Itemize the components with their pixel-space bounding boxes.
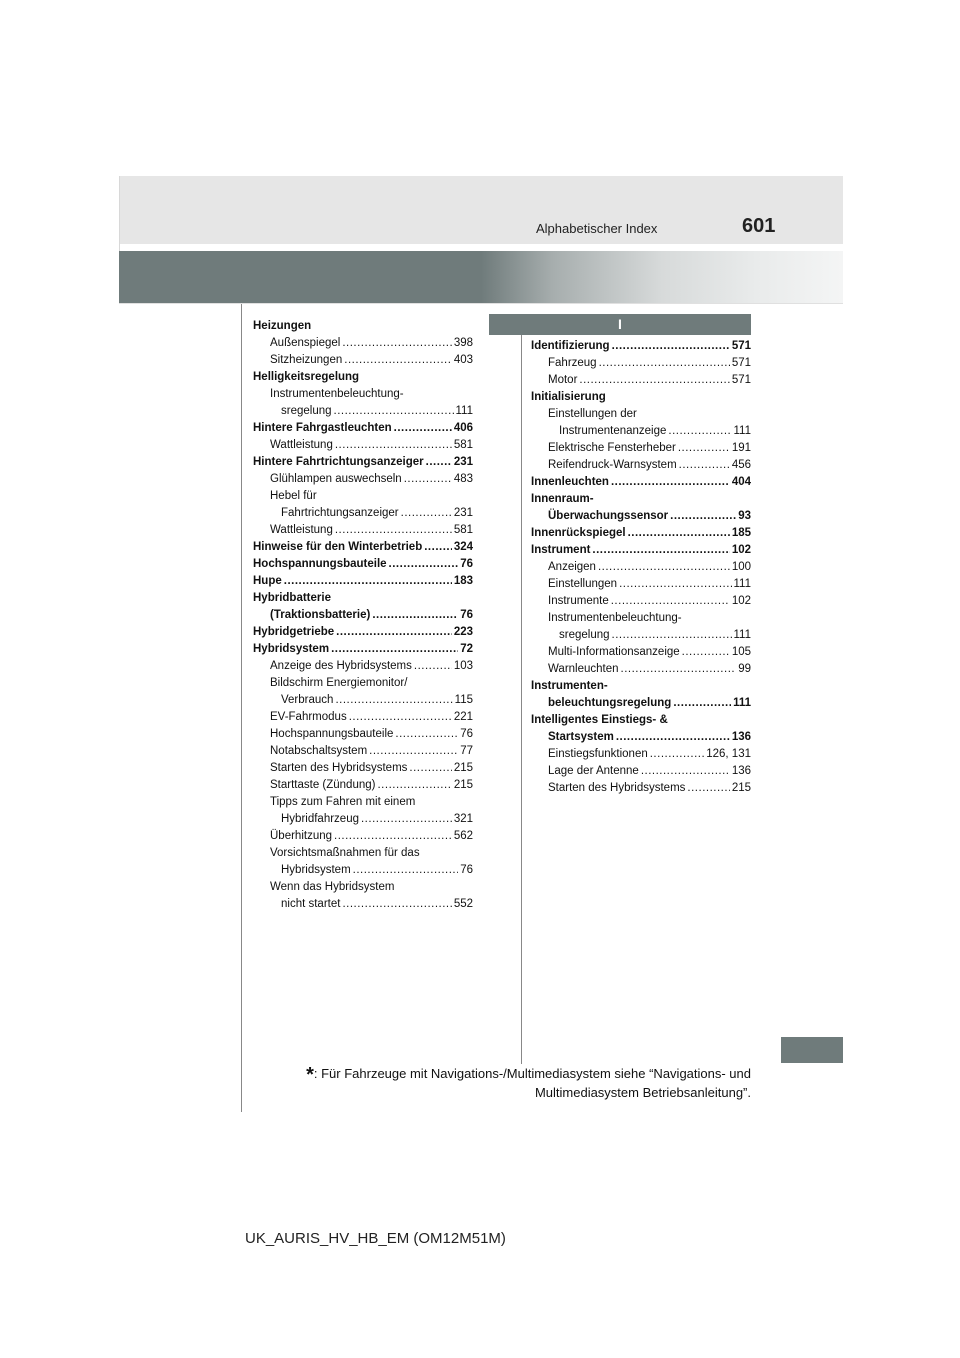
index-entry-page[interactable]: 581 xyxy=(453,439,473,451)
index-entry-term: Notabschaltsystem xyxy=(270,745,368,757)
index-entry xyxy=(253,454,473,471)
header-bar xyxy=(119,176,843,244)
index-entry-page[interactable]: 215 xyxy=(453,779,473,791)
index-entry-term: sregelung xyxy=(559,629,610,641)
index-entry-leader xyxy=(353,862,459,879)
index-entry xyxy=(531,338,751,355)
index-entry xyxy=(253,692,473,709)
index-entry-term: Starttaste (Zündung) xyxy=(270,779,376,791)
index-entry xyxy=(253,624,473,641)
index-entry xyxy=(531,406,751,423)
index-entry-leader xyxy=(336,624,452,641)
footnote xyxy=(281,1065,751,1102)
index-entry-page[interactable]: 111 xyxy=(733,425,751,437)
index-entry-term: Einstiegsfunktionen xyxy=(548,748,648,760)
index-entry-term: Innenraum- xyxy=(531,493,594,505)
index-entry xyxy=(253,845,473,862)
index-entry-term: Anzeige des Hybridsystems xyxy=(270,660,412,672)
index-entry-leader xyxy=(621,661,737,678)
index-entry-term: Starten des Hybridsystems xyxy=(548,782,686,794)
index-entry-page[interactable]: 76 xyxy=(460,558,473,570)
index-entry-term: Intelligentes Einstiegs- & xyxy=(531,714,668,726)
index-entry-term: Außenspiegel xyxy=(270,337,341,349)
index-entry-term: Fahrzeug xyxy=(548,357,597,369)
index-entry-term: Instrumenten- xyxy=(531,680,608,692)
index-entry-page[interactable]: 231 xyxy=(453,456,473,468)
index-entry-page[interactable]: 571 xyxy=(731,357,751,369)
index-entry xyxy=(253,505,473,522)
index-entry xyxy=(253,386,473,403)
index-entry-page[interactable]: 136 xyxy=(731,765,751,777)
index-entry-term: Sitzheizungen xyxy=(270,354,343,366)
side-thumb-tab xyxy=(781,1037,843,1063)
index-entry-page[interactable]: 324 xyxy=(453,541,473,553)
index-entry-term: Instrumentenbeleuchtung- xyxy=(548,612,682,624)
index-entry xyxy=(253,794,473,811)
index-entry-page[interactable]: 406 xyxy=(453,422,473,434)
index-entry-leader xyxy=(641,763,730,780)
index-entry-term: Anzeigen xyxy=(548,561,596,573)
index-entry-term: Elektrische Fensterheber xyxy=(548,442,676,454)
index-entry xyxy=(253,709,473,726)
index-entry-leader xyxy=(331,641,458,658)
index-entry-term: Glühlampen auswechseln xyxy=(270,473,402,485)
index-entry-page[interactable]: 321 xyxy=(453,813,473,825)
header-gradient-band xyxy=(119,251,843,303)
index-entry xyxy=(253,522,473,539)
index-entry-term: Startsystem xyxy=(548,731,614,743)
index-entry xyxy=(531,593,751,610)
index-entry-leader xyxy=(612,338,730,355)
document-code: UK_AURIS_HV_HB_EM (OM12M51M) xyxy=(245,1230,506,1247)
index-entry-page[interactable]: 76 xyxy=(460,728,473,740)
index-entry-page[interactable]: 398 xyxy=(453,337,473,349)
index-entry xyxy=(253,556,473,573)
index-entry-term: Innenrückspiegel xyxy=(531,527,626,539)
index-entry-term: Wenn das Hybridsystem xyxy=(270,881,395,893)
index-entry-page[interactable]: 221 xyxy=(453,711,473,723)
index-entry xyxy=(253,471,473,488)
index-entry-leader xyxy=(611,593,730,610)
index-entry xyxy=(253,539,473,556)
index-entry-term: Innenleuchten xyxy=(531,476,609,488)
index-entry-page[interactable]: 571 xyxy=(731,374,751,386)
index-entry-leader xyxy=(426,454,452,471)
index-entry-leader xyxy=(404,471,452,488)
index-entry xyxy=(531,695,751,712)
index-entry-page[interactable]: 571 xyxy=(731,340,751,352)
index-entry-term: Überhitzung xyxy=(270,830,333,842)
index-entry-leader xyxy=(335,692,452,709)
index-entry-leader xyxy=(344,352,452,369)
index-entry-page[interactable]: 100 xyxy=(731,561,751,573)
index-entry xyxy=(253,420,473,437)
index-entry-leader xyxy=(342,896,451,913)
index-entry-page[interactable]: 215 xyxy=(453,762,473,774)
index-entry-term: (Traktionsbatterie) xyxy=(270,609,371,621)
index-entry-leader xyxy=(592,542,729,559)
index-entry-page[interactable]: 231 xyxy=(453,507,473,519)
index-entry-term: Instrumente xyxy=(548,595,609,607)
index-entry-term: Fahrtrichtungsanzeiger xyxy=(281,507,399,519)
index-entry-page[interactable]: 126, 131 xyxy=(706,748,751,760)
index-entry-leader xyxy=(611,474,730,491)
index-entry-page[interactable]: 404 xyxy=(731,476,751,488)
index-entry-term: Hebel für xyxy=(270,490,317,502)
index-entry-leader xyxy=(579,372,729,389)
index-entry-term: Instrument xyxy=(531,544,591,556)
index-entry-page[interactable]: 552 xyxy=(453,898,473,910)
index-entry-leader xyxy=(342,335,451,352)
index-entry-leader xyxy=(679,457,730,474)
index-entry-term: Hybridfahrzeug xyxy=(281,813,359,825)
index-entry-page[interactable]: 76 xyxy=(460,609,473,621)
index-entry-page[interactable]: 403 xyxy=(453,354,473,366)
index-entry-term: Reifendruck-Warnsystem xyxy=(548,459,677,471)
index-entry-leader xyxy=(678,440,730,457)
index-entry xyxy=(253,743,473,760)
index-entry-term: Motor xyxy=(548,374,578,386)
index-entry-term: Hupe xyxy=(253,575,282,587)
index-entry-page[interactable]: 456 xyxy=(731,459,751,471)
index-column-right xyxy=(531,338,751,797)
index-entry-page[interactable]: 102 xyxy=(731,595,751,607)
index-entry-term: Identifizierung xyxy=(531,340,610,352)
index-entry-page[interactable]: 103 xyxy=(453,660,473,672)
index-entry-leader xyxy=(616,729,730,746)
index-entry-term: sregelung xyxy=(281,405,332,417)
index-entry xyxy=(253,879,473,896)
index-entry-leader xyxy=(389,556,459,573)
index-entry-leader xyxy=(668,423,731,440)
index-entry-leader xyxy=(372,607,458,624)
index-entry-leader xyxy=(619,576,731,593)
index-entry xyxy=(531,746,751,763)
index-entry-leader xyxy=(612,627,732,644)
index-entry-page[interactable]: 185 xyxy=(731,527,751,539)
header-title: Alphabetischer Index xyxy=(536,221,658,236)
left-margin-rule xyxy=(241,304,242,1112)
index-entry xyxy=(253,726,473,743)
index-entry-leader xyxy=(284,573,452,590)
index-entry xyxy=(253,437,473,454)
index-entry-leader xyxy=(650,746,705,763)
index-entry-leader xyxy=(361,811,452,828)
index-entry-term: Heizungen xyxy=(253,320,312,332)
index-entry xyxy=(531,678,751,695)
index-entry-term: Starten des Hybridsystems xyxy=(270,762,408,774)
index-entry xyxy=(253,760,473,777)
index-entry-term: Verbrauch xyxy=(281,694,334,706)
index-entry-page[interactable]: 102 xyxy=(731,544,751,556)
index-entry xyxy=(253,318,473,335)
index-entry-term: Instrumentenbeleuchtung- xyxy=(270,388,404,400)
index-entry-page[interactable]: 562 xyxy=(453,830,473,842)
index-entry xyxy=(531,440,751,457)
index-entry-term: Initialisierung xyxy=(531,391,606,403)
index-entry-term: Warnleuchten xyxy=(548,663,619,675)
index-entry-page[interactable]: 76 xyxy=(460,864,473,876)
index-entry xyxy=(253,777,473,794)
index-entry xyxy=(253,896,473,913)
index-entry-page[interactable]: 581 xyxy=(453,524,473,536)
footnote-star: * xyxy=(306,1064,314,1086)
index-entry xyxy=(531,389,751,406)
index-entry xyxy=(531,763,751,780)
index-entry-term: Hybridbatterie xyxy=(253,592,331,604)
index-entry xyxy=(531,372,751,389)
index-entry-term: Multi-Informationsanzeige xyxy=(548,646,680,658)
index-entry-page[interactable]: 191 xyxy=(731,442,751,454)
index-entry xyxy=(531,559,751,576)
footnote-text-1: : Für Fahrzeuge mit Navigations-/Multimediasystem siehe “Navigations- und xyxy=(313,1066,751,1081)
index-entry-leader xyxy=(409,760,451,777)
index-entry-leader xyxy=(334,828,452,845)
index-entry xyxy=(253,573,473,590)
index-entry-leader xyxy=(682,644,730,661)
index-entry-leader xyxy=(598,559,730,576)
index-entry-leader xyxy=(673,695,731,712)
index-entry-leader xyxy=(334,403,454,420)
index-entry-page[interactable]: 183 xyxy=(453,575,473,587)
index-entry xyxy=(531,627,751,644)
index-entry-leader xyxy=(394,420,452,437)
index-entry xyxy=(253,403,473,420)
index-entry-term: Hintere Fahrtrichtungsanzeiger xyxy=(253,456,424,468)
index-entry-term: Wattleistung xyxy=(270,524,333,536)
index-entry-leader xyxy=(377,777,451,794)
footnote-line-1 xyxy=(281,1065,751,1084)
index-entry-term: nicht startet xyxy=(281,898,341,910)
index-entry-term: Überwachungssensor xyxy=(548,510,669,522)
index-entry-leader xyxy=(349,709,452,726)
index-entry xyxy=(531,474,751,491)
index-entry xyxy=(531,423,751,440)
index-entry-term: Vorsichtsmaßnahmen für das xyxy=(270,847,420,859)
index-entry xyxy=(253,352,473,369)
page-number: 601 xyxy=(742,215,776,237)
index-column-left xyxy=(253,318,473,913)
index-entry-page[interactable]: 72 xyxy=(460,643,473,655)
index-entry-term: Instrumentenanzeige xyxy=(559,425,667,437)
index-entry-leader xyxy=(628,525,730,542)
index-entry xyxy=(531,491,751,508)
index-entry xyxy=(531,610,751,627)
index-entry-leader xyxy=(335,437,452,454)
index-entry-term: Hybridsystem xyxy=(253,643,330,655)
index-entry-term: Wattleistung xyxy=(270,439,333,451)
index-entry xyxy=(253,590,473,607)
index-entry-term: Hintere Fahrgastleuchten xyxy=(253,422,392,434)
index-entry-leader xyxy=(395,726,458,743)
index-entry-leader xyxy=(369,743,458,760)
index-entry-term: Hochspannungsbauteile xyxy=(253,558,387,570)
index-entry-page[interactable]: 111 xyxy=(733,578,751,590)
index-entry xyxy=(253,488,473,505)
index-entry xyxy=(531,644,751,661)
index-entry-term: Hybridsystem xyxy=(281,864,351,876)
index-entry-leader xyxy=(687,780,729,797)
index-entry-term: Tipps zum Fahren mit einem xyxy=(270,796,416,808)
index-entry-term: Helligkeitsregelung xyxy=(253,371,360,383)
index-entry xyxy=(531,712,751,729)
index-entry xyxy=(253,607,473,624)
index-entry-term: Einstellungen der xyxy=(548,408,637,420)
index-entry-leader xyxy=(401,505,452,522)
index-entry xyxy=(253,658,473,675)
index-entry xyxy=(253,828,473,845)
index-entry xyxy=(253,369,473,386)
index-entry xyxy=(531,457,751,474)
index-entry-page[interactable]: 105 xyxy=(731,646,751,658)
index-entry-term: Einstellungen xyxy=(548,578,618,590)
index-entry-page[interactable]: 483 xyxy=(453,473,473,485)
footnote-text-2: Multimediasystem Betriebsanleitung”. xyxy=(534,1085,751,1100)
index-entry-term: EV-Fahrmodus xyxy=(270,711,347,723)
index-entry-term: Hinweise für den Winterbetrieb xyxy=(253,541,423,553)
index-entry xyxy=(531,661,751,678)
index-entry-page[interactable]: 215 xyxy=(731,782,751,794)
index-entry-leader xyxy=(414,658,452,675)
index-entry xyxy=(531,780,751,797)
index-entry xyxy=(531,576,751,593)
index-entry xyxy=(531,355,751,372)
index-entry-page[interactable]: 223 xyxy=(453,626,473,638)
index-entry xyxy=(253,641,473,658)
index-entry-term: Hochspannungsbauteile xyxy=(270,728,394,740)
section-letter-band: I xyxy=(489,314,751,335)
index-entry xyxy=(531,729,751,746)
index-entry-page[interactable]: 115 xyxy=(454,694,473,706)
index-entry-leader xyxy=(670,508,736,525)
index-entry-page[interactable]: 77 xyxy=(460,745,473,757)
index-entry-term: Lage der Antenne xyxy=(548,765,639,777)
index-entry-page[interactable]: 111 xyxy=(733,629,751,641)
index-entry-leader xyxy=(335,522,452,539)
column-divider xyxy=(521,314,522,1064)
index-entry xyxy=(531,542,751,559)
index-entry-page[interactable]: 111 xyxy=(455,405,473,417)
index-entry-leader xyxy=(599,355,730,372)
index-entry xyxy=(253,811,473,828)
index-entry xyxy=(253,675,473,692)
index-entry-term: Bildschirm Energiemonitor/ xyxy=(270,677,408,689)
index-entry xyxy=(531,508,751,525)
index-entry-page[interactable]: 111 xyxy=(733,697,751,709)
index-entry xyxy=(253,335,473,352)
index-entry-page[interactable]: 99 xyxy=(738,663,751,675)
index-entry-page[interactable]: 136 xyxy=(731,731,751,743)
band-underline xyxy=(119,303,843,304)
index-entry-term: beleuchtungsregelung xyxy=(548,697,672,709)
index-entry-page[interactable]: 93 xyxy=(738,510,751,522)
index-entry xyxy=(531,525,751,542)
index-entry-leader xyxy=(424,539,452,556)
index-entry xyxy=(253,862,473,879)
index-entry-term: Hybridgetriebe xyxy=(253,626,335,638)
